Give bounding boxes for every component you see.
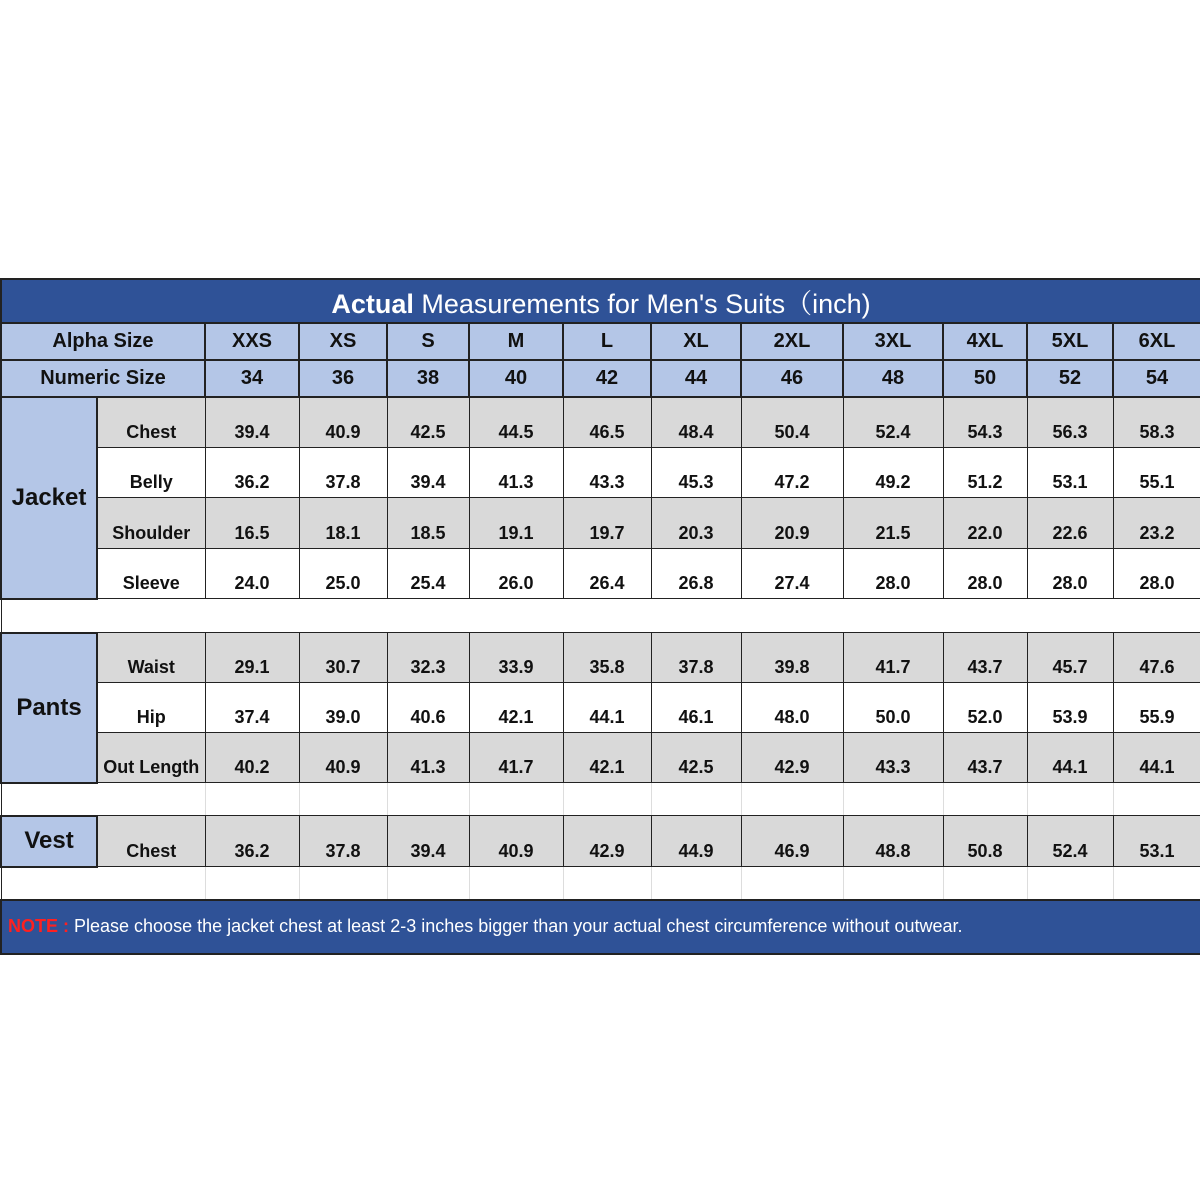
numeric-size-cell: 48: [843, 360, 943, 397]
spacer-cell: [843, 783, 943, 816]
measurement-value: 58.3: [1113, 397, 1200, 448]
spacer-row: [1, 783, 1200, 816]
measurement-value: 53.1: [1027, 448, 1113, 498]
spacer-cell: [1, 599, 1200, 633]
alpha-size-cell: 3XL: [843, 323, 943, 360]
size-table: [0, 278, 1200, 955]
numeric-size-cell: 46: [741, 360, 843, 397]
measurement-value: 41.7: [469, 733, 563, 783]
measurement-value: 48.0: [741, 683, 843, 733]
measurement-value: 42.1: [563, 733, 651, 783]
spacer-cell: [741, 783, 843, 816]
measurement-value: 35.8: [563, 633, 651, 683]
alpha-size-cell: 4XL: [943, 323, 1027, 360]
alpha-size-cell: XS: [299, 323, 387, 360]
numeric-size-cell: 42: [563, 360, 651, 397]
spacer-cell: [1113, 867, 1200, 900]
measurement-value: 47.6: [1113, 633, 1200, 683]
alpha-size-label: Alpha Size: [1, 323, 205, 360]
numeric-size-cell: 54: [1113, 360, 1200, 397]
spacer-cell: [1027, 867, 1113, 900]
numeric-size-cell: 50: [943, 360, 1027, 397]
table-row: [1, 397, 1200, 448]
note-cell: [1, 900, 1200, 954]
spacer-cell: [563, 783, 651, 816]
measurement-value: 40.9: [299, 733, 387, 783]
spacer-row: [1, 599, 1200, 633]
measurement-value: 46.5: [563, 397, 651, 448]
measurement-name: Chest: [97, 816, 205, 867]
measurement-value: 28.0: [843, 549, 943, 599]
measurement-value: 52.4: [843, 397, 943, 448]
measurement-value: 39.4: [387, 448, 469, 498]
spacer-cell: [1113, 783, 1200, 816]
measurement-value: 50.8: [943, 816, 1027, 867]
measurement-value: 40.6: [387, 683, 469, 733]
measurement-name: Sleeve: [97, 549, 205, 599]
measurement-value: 19.1: [469, 498, 563, 549]
size-chart: [0, 278, 1200, 955]
measurement-value: 50.0: [843, 683, 943, 733]
measurement-value: 49.2: [843, 448, 943, 498]
spacer-cell: [1027, 783, 1113, 816]
alpha-size-cell: S: [387, 323, 469, 360]
measurement-value: 39.0: [299, 683, 387, 733]
measurement-value: 26.0: [469, 549, 563, 599]
alpha-size-cell: L: [563, 323, 651, 360]
alpha-size-cell: M: [469, 323, 563, 360]
title-bold: Actual: [331, 288, 414, 319]
measurement-value: 48.8: [843, 816, 943, 867]
chart-title: [1, 279, 1200, 323]
measurement-name: Belly: [97, 448, 205, 498]
vest-group-label: Vest: [1, 816, 97, 867]
measurement-value: 42.9: [741, 733, 843, 783]
measurement-value: 53.1: [1113, 816, 1200, 867]
measurement-value: 46.9: [741, 816, 843, 867]
numeric-size-cell: 34: [205, 360, 299, 397]
spacer-cell: [387, 867, 469, 900]
note-text: Please choose the jacket chest at least 2-3 inches bigger than your actual chest circumference without outwear.: [69, 916, 963, 936]
measurement-value: 19.7: [563, 498, 651, 549]
table-row: [1, 683, 1200, 733]
measurement-value: 46.1: [651, 683, 741, 733]
alpha-size-cell: 2XL: [741, 323, 843, 360]
table-row: [1, 633, 1200, 683]
spacer-cell: [843, 867, 943, 900]
spacer-cell: [1, 867, 205, 900]
measurement-value: 39.4: [387, 816, 469, 867]
measurement-value: 42.5: [651, 733, 741, 783]
measurement-value: 23.2: [1113, 498, 1200, 549]
numeric-size-cell: 44: [651, 360, 741, 397]
measurement-name: Chest: [97, 397, 205, 448]
spacer-cell: [299, 867, 387, 900]
measurement-value: 52.0: [943, 683, 1027, 733]
spacer-cell: [563, 867, 651, 900]
measurement-value: 43.7: [943, 633, 1027, 683]
measurement-value: 16.5: [205, 498, 299, 549]
measurement-value: 42.9: [563, 816, 651, 867]
jacket-group-label: Jacket: [1, 397, 97, 599]
measurement-value: 43.3: [563, 448, 651, 498]
measurement-value: 26.8: [651, 549, 741, 599]
measurement-value: 39.4: [205, 397, 299, 448]
measurement-value: 50.4: [741, 397, 843, 448]
measurement-value: 36.2: [205, 816, 299, 867]
alpha-size-cell: 5XL: [1027, 323, 1113, 360]
measurement-value: 37.4: [205, 683, 299, 733]
numeric-size-cell: 36: [299, 360, 387, 397]
measurement-value: 42.5: [387, 397, 469, 448]
measurement-value: 44.1: [1113, 733, 1200, 783]
measurement-value: 24.0: [205, 549, 299, 599]
numeric-size-cell: 40: [469, 360, 563, 397]
measurement-value: 44.5: [469, 397, 563, 448]
title-rest: Measurements for Men's Suits（inch): [413, 288, 871, 319]
measurement-value: 41.7: [843, 633, 943, 683]
alpha-size-cell: XXS: [205, 323, 299, 360]
measurement-name: Shoulder: [97, 498, 205, 549]
measurement-value: 56.3: [1027, 397, 1113, 448]
measurement-value: 27.4: [741, 549, 843, 599]
measurement-name: Waist: [97, 633, 205, 683]
measurement-value: 44.9: [651, 816, 741, 867]
table-row: [1, 448, 1200, 498]
measurement-value: 25.0: [299, 549, 387, 599]
spacer-cell: [299, 783, 387, 816]
numeric-size-cell: 38: [387, 360, 469, 397]
spacer-cell: [387, 783, 469, 816]
measurement-value: 37.8: [651, 633, 741, 683]
spacer-cell: [651, 867, 741, 900]
measurement-value: 21.5: [843, 498, 943, 549]
measurement-value: 45.3: [651, 448, 741, 498]
measurement-value: 42.1: [469, 683, 563, 733]
measurement-value: 29.1: [205, 633, 299, 683]
spacer-cell: [943, 783, 1027, 816]
measurement-value: 28.0: [1113, 549, 1200, 599]
measurement-value: 26.4: [563, 549, 651, 599]
measurement-name: Out Length: [97, 733, 205, 783]
measurement-value: 37.8: [299, 816, 387, 867]
spacer-cell: [205, 783, 299, 816]
table-row: [1, 549, 1200, 599]
note-label: NOTE :: [8, 916, 69, 936]
measurement-value: 30.7: [299, 633, 387, 683]
alpha-size-cell: XL: [651, 323, 741, 360]
measurement-value: 41.3: [387, 733, 469, 783]
table-row: [1, 498, 1200, 549]
note-row: [1, 900, 1200, 954]
measurement-value: 39.8: [741, 633, 843, 683]
measurement-value: 40.2: [205, 733, 299, 783]
spacer-cell: [741, 867, 843, 900]
measurement-value: 32.3: [387, 633, 469, 683]
spacer-cell: [205, 867, 299, 900]
measurement-value: 40.9: [299, 397, 387, 448]
spacer-cell: [943, 867, 1027, 900]
alpha-size-cell: 6XL: [1113, 323, 1200, 360]
measurement-value: 25.4: [387, 549, 469, 599]
measurement-value: 54.3: [943, 397, 1027, 448]
measurement-value: 52.4: [1027, 816, 1113, 867]
numeric-size-cell: 52: [1027, 360, 1113, 397]
measurement-value: 20.9: [741, 498, 843, 549]
measurement-value: 43.3: [843, 733, 943, 783]
measurement-value: 55.9: [1113, 683, 1200, 733]
measurement-value: 55.1: [1113, 448, 1200, 498]
measurement-value: 33.9: [469, 633, 563, 683]
spacer-row: [1, 867, 1200, 900]
spacer-cell: [651, 783, 741, 816]
measurement-value: 22.6: [1027, 498, 1113, 549]
measurement-value: 47.2: [741, 448, 843, 498]
measurement-value: 44.1: [563, 683, 651, 733]
measurement-value: 36.2: [205, 448, 299, 498]
pants-group-label: Pants: [1, 633, 97, 783]
numeric-size-label: Numeric Size: [1, 360, 205, 397]
measurement-value: 37.8: [299, 448, 387, 498]
spacer-cell: [1, 783, 205, 816]
measurement-value: 22.0: [943, 498, 1027, 549]
table-row: [1, 733, 1200, 783]
measurement-value: 20.3: [651, 498, 741, 549]
measurement-value: 18.1: [299, 498, 387, 549]
measurement-value: 28.0: [943, 549, 1027, 599]
measurement-value: 44.1: [1027, 733, 1113, 783]
measurement-value: 45.7: [1027, 633, 1113, 683]
measurement-value: 41.3: [469, 448, 563, 498]
measurement-value: 28.0: [1027, 549, 1113, 599]
spacer-cell: [469, 867, 563, 900]
measurement-value: 51.2: [943, 448, 1027, 498]
measurement-value: 18.5: [387, 498, 469, 549]
measurement-value: 53.9: [1027, 683, 1113, 733]
table-row: [1, 816, 1200, 867]
measurement-name: Hip: [97, 683, 205, 733]
spacer-cell: [469, 783, 563, 816]
measurement-value: 48.4: [651, 397, 741, 448]
measurement-value: 43.7: [943, 733, 1027, 783]
measurement-value: 40.9: [469, 816, 563, 867]
